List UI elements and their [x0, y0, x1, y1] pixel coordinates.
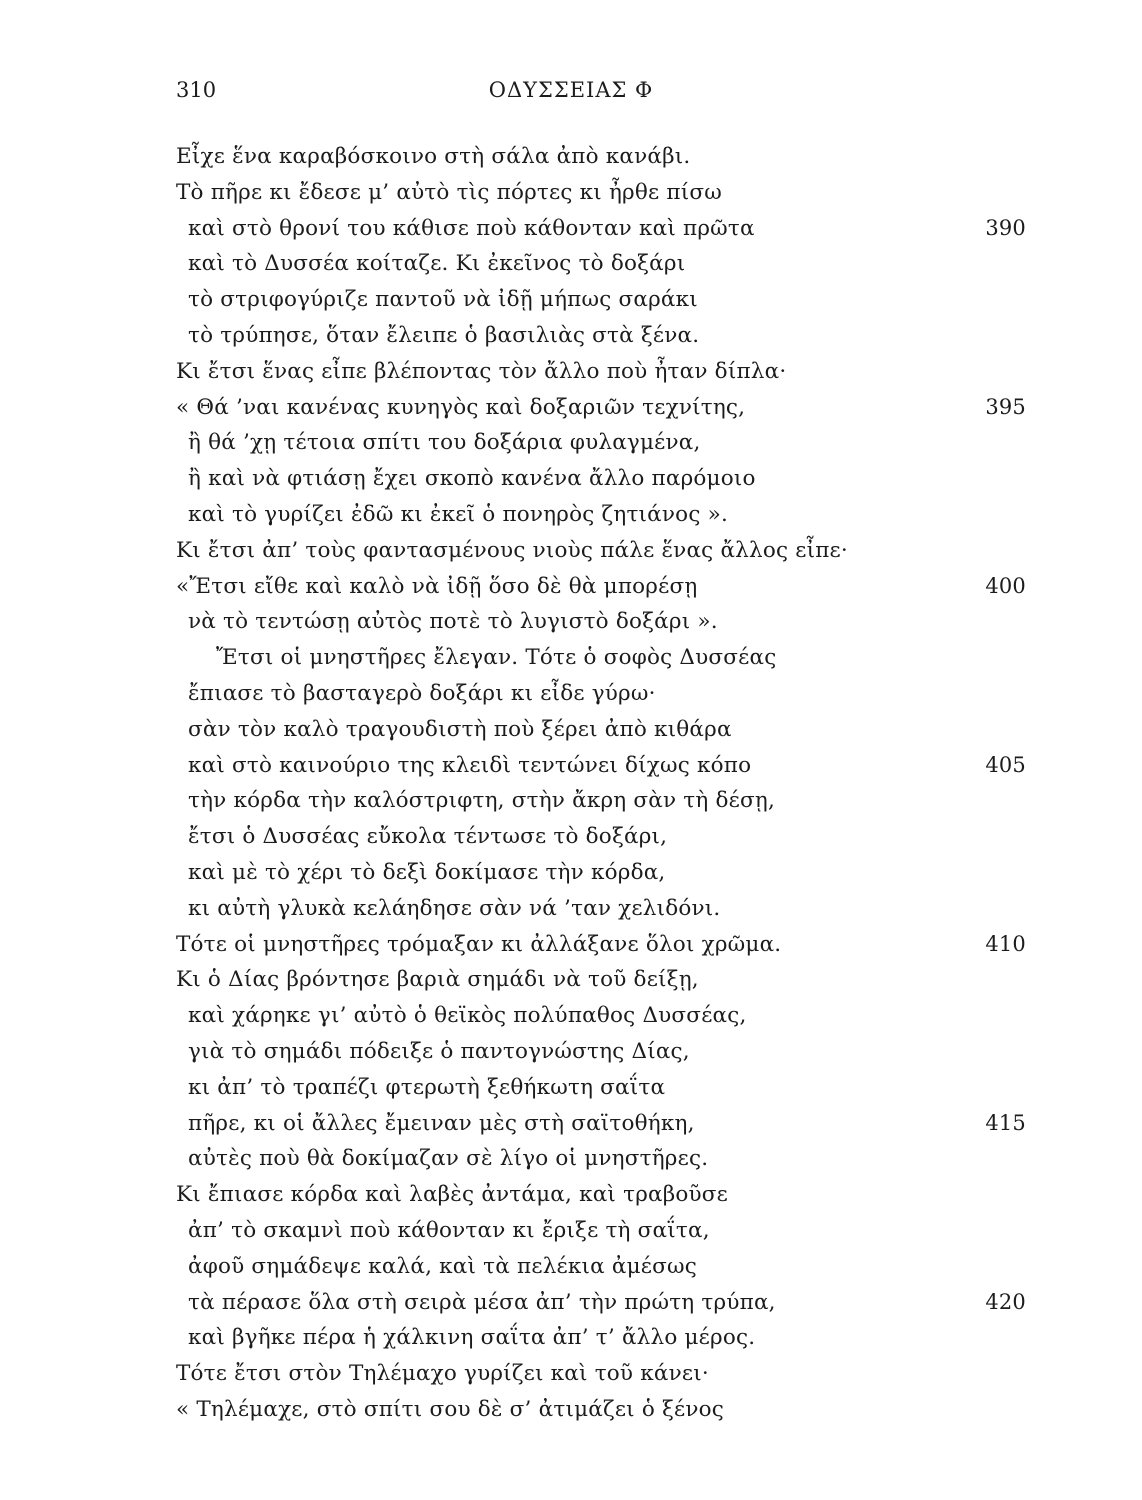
verse-text: ἔπιασε τὸ βασταγερὸ δοξάρι κι εἶδε γύρω·	[188, 680, 656, 706]
verse-text: καὶ μὲ τὸ χέρι τὸ δεξὶ δοκίμασε τὴν κόρδα,	[188, 859, 666, 885]
verse-line	[176, 1213, 1026, 1249]
verse-text: κι αὐτὴ γλυκὰ κελάηδησε σὰν νά ’ταν χελιδόνι.	[188, 895, 721, 921]
verse-text: τὸ στριφογύριζε παντοῦ νὰ ἰδῇ μήπως σαράκι	[188, 287, 698, 313]
verse-text: « Τηλέμαχε, στὸ σπίτι σου δὲ σ’ ἀτιμάζει ὁ ξένος	[176, 1396, 725, 1422]
verse-line	[176, 282, 1026, 318]
verse-line	[176, 1177, 1026, 1213]
verse-text: πῆρε, κι οἱ ἄλλες ἔμειναν μὲς στὴ σαϊτοθήκη,	[188, 1110, 695, 1136]
verse-text: καὶ βγῆκε πέρα ἡ χάλκινη σαΐτα ἀπ’ τ’ ἄλλο μέρος.	[188, 1325, 756, 1351]
verse-line	[176, 1141, 1026, 1177]
verse-text: καὶ στὸ καινούριο της κλειδὶ τεντώνει δίχως κόπο	[188, 752, 752, 778]
verse-line	[176, 783, 1026, 819]
running-title: ΟΔΥΣΣΕΙΑΣ Φ	[488, 78, 654, 102]
verse-line	[176, 1249, 1026, 1285]
verse-text: Κι ἔτσι ἀπ’ τοὺς φαντασμένους νιοὺς πάλε ἕνας ἄλλος εἶπε·	[176, 537, 848, 563]
verse-text: γιὰ τὸ σημάδι πόδειξε ὁ παντογνώστης Δίας,	[188, 1038, 690, 1064]
page-header	[0, 78, 1142, 118]
verse-text: ἀπ’ τὸ σκαμνὶ ποὺ κάθονταν κι ἔριξε τὴ σαΐτα,	[188, 1217, 710, 1243]
verse-text: Κι ἔπιασε κόρδα καὶ λαβὲς ἀντάμα, καὶ τραβοῦσε	[176, 1182, 729, 1208]
verse-text: ἢ καὶ νὰ φτιάσῃ ἔχει σκοπὸ κανένα ἄλλο παρόμοιο	[188, 466, 756, 492]
verse-line	[176, 211, 1026, 247]
page-number: 310	[176, 78, 217, 102]
verse-line	[176, 175, 1026, 211]
verse-text: Τότε οἱ μνηστῆρες τρόμαξαν κι ἀλλάξανε ὅλοι χρῶμα.	[176, 931, 782, 957]
verse-line	[176, 354, 1026, 390]
line-number: 395	[985, 394, 1026, 419]
verse-text: ἀφοῦ σημάδεψε καλά, καὶ τὰ πελέκια ἀμέσως	[188, 1253, 697, 1279]
verse-line	[176, 390, 1026, 426]
verse-text: «Ἔτσι εἴθε καὶ καλὸ νὰ ἰδῇ ὅσο δὲ θὰ μπορέσῃ	[176, 573, 698, 599]
verse-text: καὶ τὸ γυρίζει ἐδῶ κι ἐκεῖ ὁ πονηρὸς ζητιάνος ».	[188, 501, 728, 527]
verse-text: σὰν τὸν καλὸ τραγουδιστὴ ποὺ ξέρει ἀπὸ κιθάρα	[188, 716, 732, 742]
line-number: 415	[985, 1110, 1026, 1135]
verse-text: τὸ τρύπησε, ὅταν ἔλειπε ὁ βασιλιὰς στὰ ξένα.	[188, 322, 700, 348]
verse-line	[176, 962, 1026, 998]
verse-line	[176, 640, 1026, 676]
verse-text: Εἶχε ἕνα καραβόσκοινο στὴ σάλα ἀπὸ κανάβι.	[176, 144, 691, 169]
verse-line	[176, 1106, 1026, 1142]
verse-line	[176, 1356, 1026, 1392]
verse-text: Τὸ πῆρε κι ἔδεσε μ’ αὐτὸ τὶς πόρτες κι ἦρθε πίσω	[176, 179, 722, 205]
verse-text: αὐτὲς ποὺ θὰ δοκίμαζαν σὲ λίγο οἱ μνηστῆρες.	[188, 1146, 709, 1172]
verse-line	[176, 1392, 1026, 1428]
verse-text: καὶ τὸ Δυσσέα κοίταζε. Κι ἐκεῖνος τὸ δοξάρι	[188, 251, 686, 277]
verse-text: κι ἀπ’ τὸ τραπέζι φτερωτὴ ξεθήκωτη σαΐτα	[188, 1074, 666, 1100]
verse-line	[176, 712, 1026, 748]
verse-line	[176, 569, 1026, 605]
line-number: 400	[985, 573, 1026, 598]
verse-line	[176, 676, 1026, 712]
line-number: 390	[985, 215, 1026, 240]
line-number: 420	[985, 1289, 1026, 1314]
verse-line	[176, 604, 1026, 640]
verse-line	[176, 748, 1026, 784]
verse-line	[176, 1285, 1026, 1321]
verse-line	[176, 1320, 1026, 1356]
verse-text: νὰ τὸ τεντώσῃ αὐτὸς ποτὲ τὸ λυγιστὸ δοξάρι ».	[188, 609, 718, 635]
verse-text: τὰ πέρασε ὅλα στὴ σειρὰ μέσα ἀπ’ τὴν πρώτη τρύπα,	[188, 1289, 776, 1315]
verse-line	[176, 497, 1026, 533]
verse-line	[176, 819, 1026, 855]
verse-line	[176, 246, 1026, 282]
line-number: 405	[985, 752, 1026, 777]
verse-line	[176, 891, 1026, 927]
verse-line	[176, 139, 1026, 175]
verse-text: καὶ στὸ θρονί του κάθισε ποὺ κάθονταν καὶ πρῶτα	[188, 215, 755, 241]
verse-line	[176, 1034, 1026, 1070]
verse-line	[176, 425, 1026, 461]
verse-text: καὶ χάρηκε γι’ αὐτὸ ὁ θεϊκὸς πολύπαθος Δυσσέας,	[188, 1003, 747, 1029]
verse-line	[176, 461, 1026, 497]
verse-text: Κι ἔτσι ἕνας εἶπε βλέποντας τὸν ἄλλο ποὺ ἦταν δίπλα·	[176, 358, 787, 384]
verse-line	[176, 533, 1026, 569]
verse-text: Ἔτσι οἱ μνηστῆρες ἔλεγαν. Τότε ὁ σοφὸς Δυσσέας	[216, 645, 777, 671]
line-number: 410	[985, 931, 1026, 956]
verse-block	[176, 139, 1026, 1428]
verse-text: ἔτσι ὁ Δυσσέας εὔκολα τέντωσε τὸ δοξάρι,	[188, 824, 668, 850]
verse-text: « Θά ’ναι κανένας κυνηγὸς καὶ δοξαριῶν τεχνίτης,	[176, 394, 746, 420]
verse-line	[176, 1070, 1026, 1106]
verse-line	[176, 998, 1026, 1034]
verse-line	[176, 855, 1026, 891]
verse-text: ἢ θά ’χῃ τέτοια σπίτι του δοξάρια φυλαγμένα,	[188, 430, 701, 456]
verse-line	[176, 927, 1026, 963]
verse-text: Τότε ἔτσι στὸν Τηλέμαχο γυρίζει καὶ τοῦ κάνει·	[176, 1361, 709, 1387]
verse-line	[176, 318, 1026, 354]
verse-text: Κι ὁ Δίας βρόντησε βαριὰ σημάδι νὰ τοῦ δείξῃ,	[176, 967, 699, 993]
verse-text: τὴν κόρδα τὴν καλόστριφτη, στὴν ἄκρη σὰν τὴ δέσῃ,	[188, 788, 775, 814]
